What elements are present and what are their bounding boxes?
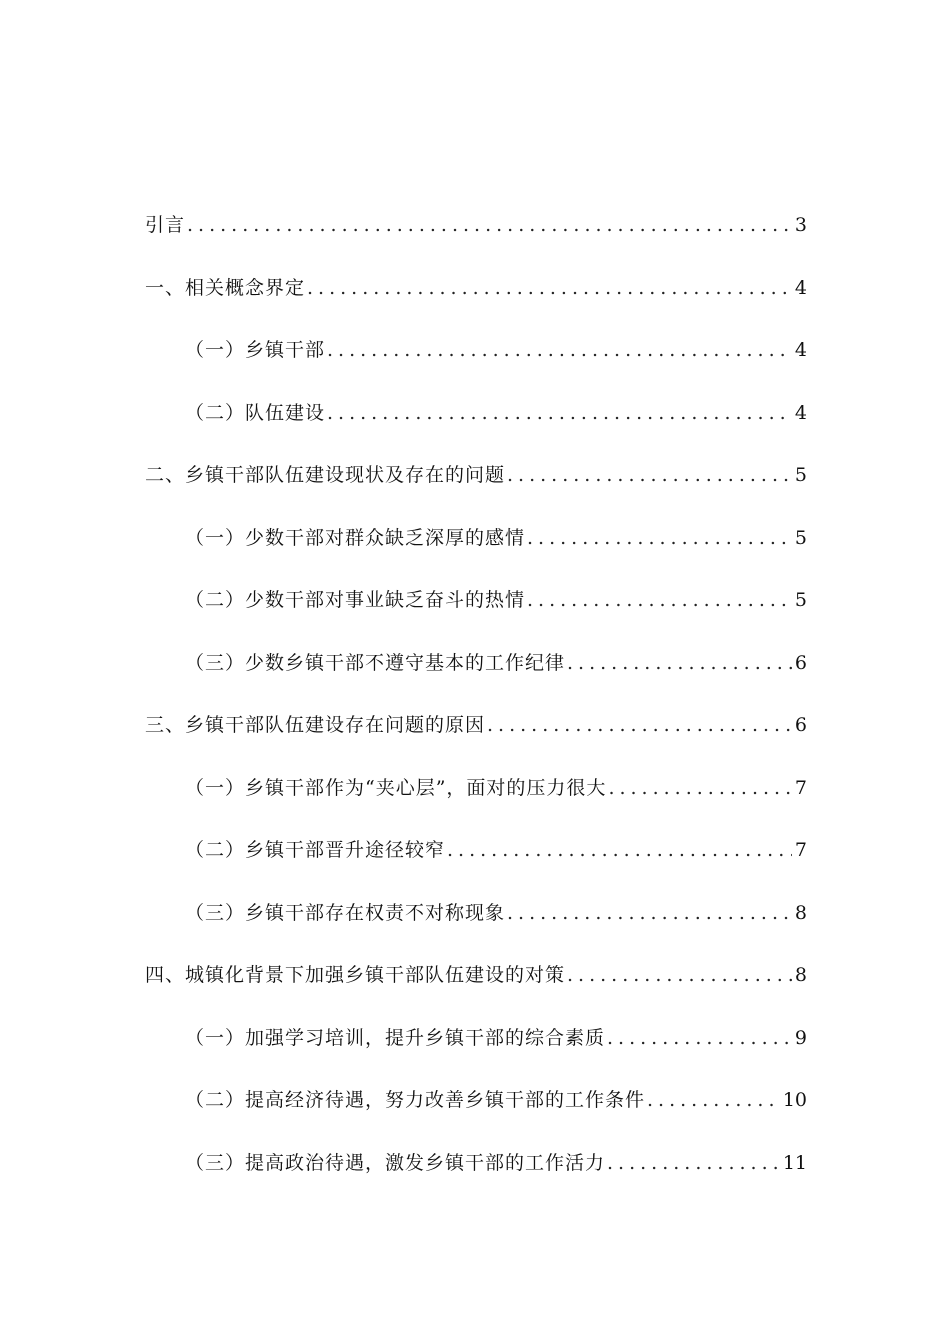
toc-page-number: 5 [794,526,807,549]
toc-subentry[interactable] [145,1018,807,1081]
toc-subentry[interactable] [145,893,807,956]
toc-page-number: 5 [794,589,807,611]
toc-subentry[interactable] [145,580,807,643]
toc-subentry[interactable] [145,393,807,456]
toc-page-number: 9 [794,1026,807,1049]
toc-dot-leader [307,268,792,308]
toc-page-number: 7 [794,839,807,861]
toc-entry-title: 二、乡镇干部队伍建设现状及存在的问题 [145,464,506,486]
toc-page-number: 5 [794,464,807,486]
toc-page-number: 8 [794,964,807,986]
toc-page-number: 11 [782,1151,807,1174]
toc-entry-title: （二）少数干部对事业缺乏奋斗的热情 [185,589,526,611]
toc-entry-title: （二）队伍建设 [185,401,326,424]
table-of-contents [145,205,807,1205]
toc-dot-leader [187,205,792,245]
toc-subentry[interactable] [145,830,807,893]
toc-dot-leader [607,1018,792,1058]
toc-dot-leader [507,893,792,933]
toc-entry-title: 一、相关概念界定 [145,276,306,299]
toc-dot-leader [567,643,792,683]
toc-dot-leader [327,393,792,433]
toc-entry-title: 三、乡镇干部队伍建设存在问题的原因 [145,714,486,736]
toc-dot-leader [647,1080,780,1120]
toc-entry-title: （二）提高经济待遇，努力改善乡镇干部的工作条件 [185,1089,646,1111]
toc-entry-title: （一）乡镇干部 [185,339,326,361]
toc-dot-leader [507,455,792,495]
toc-page-number: 4 [794,401,807,424]
toc-entry-title: （三）提高政治待遇，激发乡镇干部的工作活力 [185,1151,606,1174]
toc-entry-title: （一）乡镇干部作为“夹心层”，面对的压力很大 [185,776,607,799]
toc-dot-leader [487,705,792,745]
toc-dot-leader [527,580,792,620]
toc-entry-title: （三）乡镇干部存在权责不对称现象 [185,901,506,924]
toc-subentry[interactable] [145,768,807,831]
toc-entry-title: （三）少数乡镇干部不遵守基本的工作纪律 [185,651,566,674]
toc-dot-leader [608,768,791,808]
toc-entry-title: （一）加强学习培训，提升乡镇干部的综合素质 [185,1026,606,1049]
toc-entry-title: 四、城镇化背景下加强乡镇干部队伍建设的对策 [145,964,566,986]
toc-subentry[interactable] [145,1080,807,1143]
toc-page-number: 4 [794,276,807,299]
toc-dot-leader [527,518,792,558]
toc-entry-title: （一）少数干部对群众缺乏深厚的感情 [185,526,526,549]
toc-page-number: 4 [794,339,807,361]
toc-entry[interactable] [145,705,807,768]
toc-entry-title: 引言 [145,214,186,236]
toc-subentry[interactable] [145,643,807,706]
toc-entry-title: （二）乡镇干部晋升途径较窄 [185,839,446,861]
toc-page-number: 10 [782,1089,807,1111]
toc-page-number: 3 [794,214,807,236]
toc-entry[interactable] [145,955,807,1018]
toc-entry[interactable] [145,455,807,518]
toc-page-number: 7 [794,776,807,799]
toc-dot-leader [447,830,792,870]
toc-page-number: 8 [794,901,807,924]
toc-dot-leader [607,1143,780,1183]
toc-dot-leader [327,330,792,370]
toc-entry[interactable] [145,268,807,331]
toc-page-number: 6 [794,714,807,736]
toc-subentry[interactable] [145,1143,807,1206]
toc-subentry[interactable] [145,518,807,581]
toc-dot-leader [567,955,792,995]
toc-subentry[interactable] [145,330,807,393]
toc-entry[interactable] [145,205,807,268]
toc-page-number: 6 [794,651,807,674]
